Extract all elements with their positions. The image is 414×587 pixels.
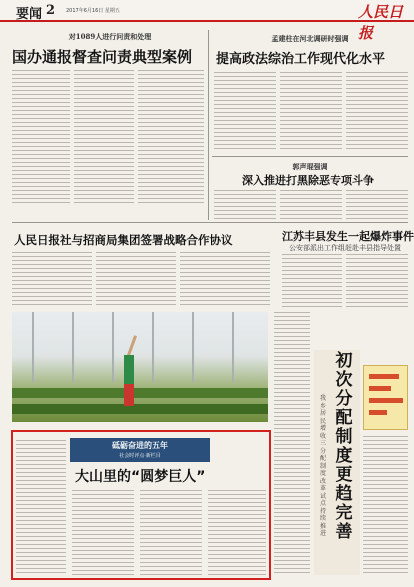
worker-figure-body	[124, 355, 134, 385]
article-3-headline: 深入推进打黑除恶专项斗争	[242, 174, 374, 187]
article-4-body-col2	[96, 252, 176, 308]
article-5-subhead: 公安部派出工作组赶赴丰县指导处置	[289, 244, 401, 252]
newspaper-logo: 人民日报	[358, 3, 404, 42]
article-6-body-col4	[208, 490, 266, 576]
page-number: 2	[46, 3, 56, 18]
article-5-body-col1	[282, 254, 342, 308]
article-5-headline: 江苏丰县发生一起爆炸事件	[282, 230, 414, 243]
worker-figure-legs	[124, 384, 134, 406]
article-3-body-col3	[346, 190, 408, 220]
article-5-body-col2	[346, 254, 408, 308]
article-1-body-col2	[74, 70, 134, 206]
article-7-vertical-headline: 初次分配制度更趋完善	[335, 351, 353, 542]
article-4-headline: 人民日报社与招商局集团签署战略合作协议	[14, 233, 233, 247]
right-column-body	[274, 312, 310, 576]
article-7-body	[363, 436, 408, 576]
article-1-body-col1	[12, 70, 70, 206]
article-6-body-col1	[16, 440, 66, 576]
article-2-kicker: 孟建柱在河北调研时强调	[271, 34, 349, 43]
article-4-body-col3	[180, 252, 270, 308]
article-6-body-col2	[72, 490, 134, 576]
article-3-kicker: 郭声琨强调	[292, 162, 328, 171]
article-2-body-col3	[346, 72, 408, 152]
column-divider	[208, 30, 209, 220]
article-7-vertical-subhead: 我乡居民增收三分配制度改革试点持续推进	[319, 395, 326, 537]
article-1-body-col3	[138, 70, 204, 206]
article-1-headline: 国办通报督查问责典型案例	[12, 48, 193, 66]
article-2-headline: 提高政法综治工作现代化水平	[216, 52, 386, 67]
article-4-body-col1	[12, 252, 92, 308]
article-6-body-col3	[140, 490, 202, 576]
column-tag-subtitle: 社会时评点·新栏目	[119, 453, 161, 459]
article-3-body-col2	[280, 190, 342, 220]
column-tag: 砥砺奋进的五年	[112, 440, 168, 450]
masthead-bar	[0, 0, 414, 22]
article-2-body-col1	[214, 72, 276, 152]
article-divider	[212, 156, 408, 157]
article-2-body-col2	[280, 72, 342, 152]
article-1-kicker: 对1089人进行问责和处理	[68, 32, 152, 41]
article-3-body-col1	[214, 190, 276, 220]
article-divider	[12, 222, 408, 223]
section-name: 要闻	[16, 7, 43, 22]
article-6-headline: 大山里的“圆梦巨人”	[75, 469, 206, 485]
infographic-chart	[363, 365, 408, 430]
greenhouse-photo	[12, 312, 268, 422]
date-line: 2017年6月16日 星期五	[66, 8, 120, 14]
